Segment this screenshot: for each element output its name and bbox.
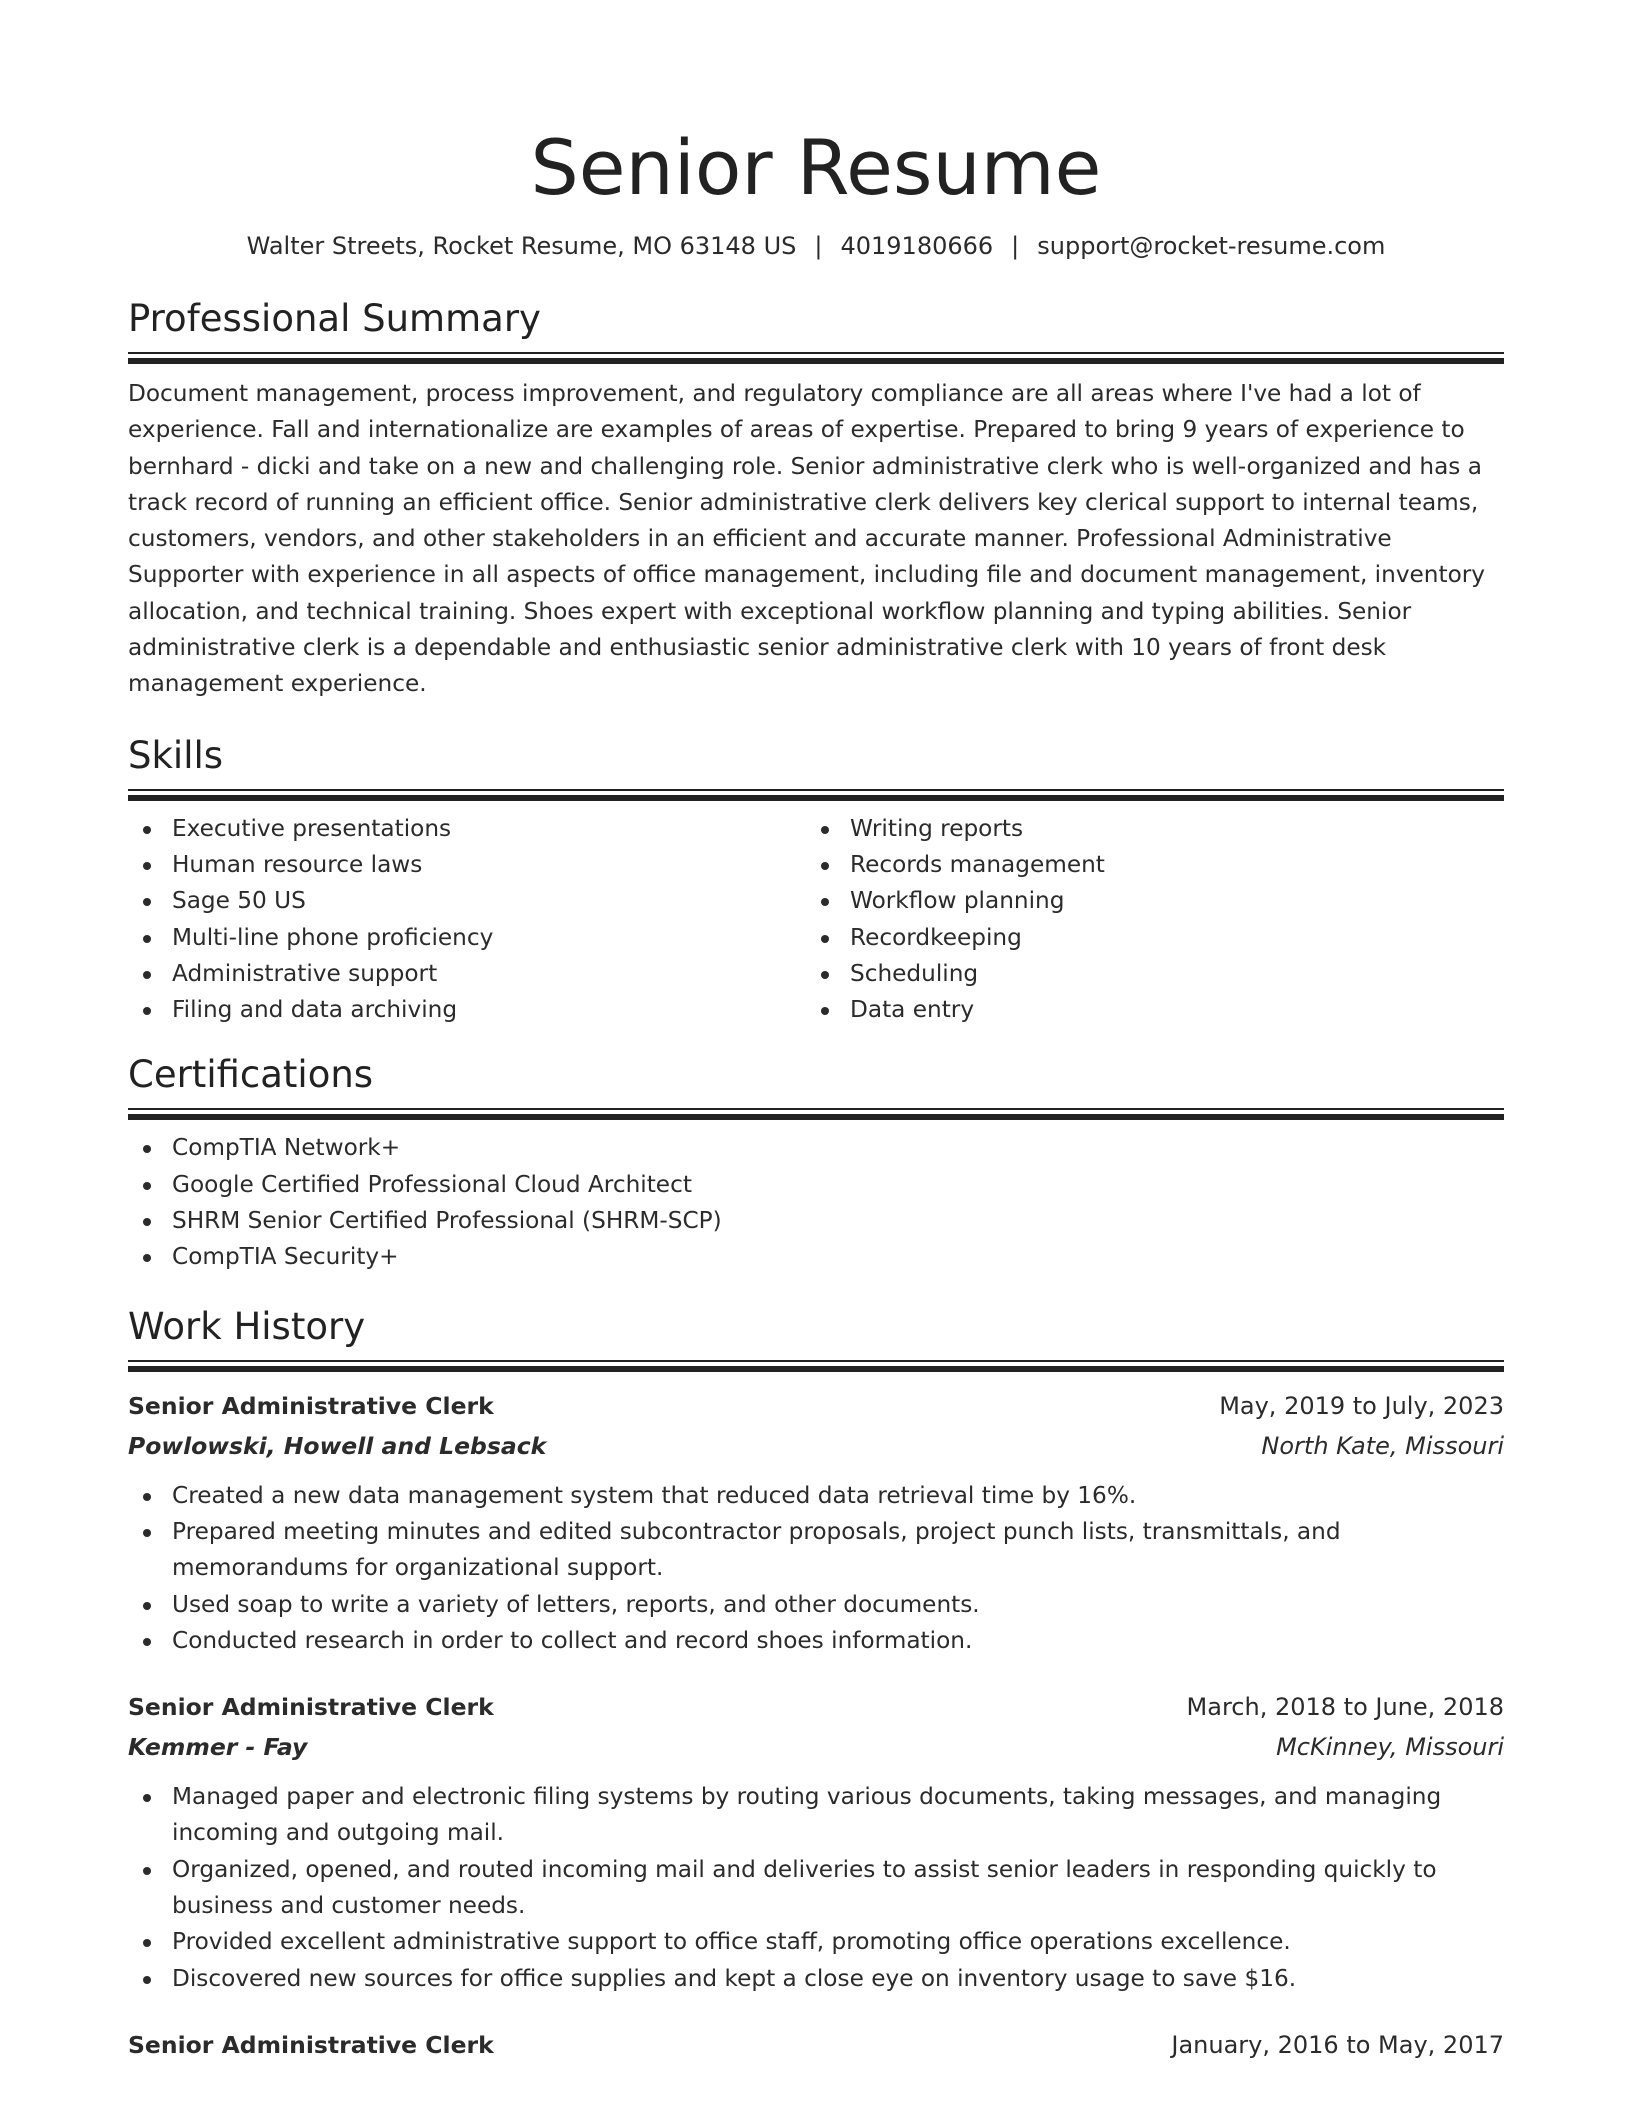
section-divider xyxy=(128,1360,1504,1372)
skills-heading: Skills xyxy=(128,733,224,777)
contact-phone: 4019180666 xyxy=(840,232,994,260)
job-dates: March, 2018 to June, 2018 xyxy=(1186,1693,1504,1722)
skill-item: Writing reports xyxy=(806,811,1484,847)
certifications-list xyxy=(128,1130,1504,1275)
job-bullet: Conducted research in order to collect and record shoes information. xyxy=(128,1623,1504,1659)
job-entry xyxy=(128,1687,1504,1997)
skills-section xyxy=(128,731,1504,1029)
work-history-section xyxy=(128,1302,1504,2065)
skill-item: Multi-line phone proficiency xyxy=(128,920,806,956)
skill-item: Scheduling xyxy=(806,956,1484,992)
certification-item: Google Certified Professional Cloud Architect xyxy=(128,1167,1504,1203)
summary-text: Document management, process improvement, and regulatory compliance are all areas where I've had a lot of experience. Fall and internationalize are examples of areas of expertise. Prepared to bring 9 years of experience to bernhard - dicki and take on a new and challenging role. Senior administrative clerk who is well-organized and has a track record of running an efficient office. Senior administrative clerk delivers key clerical support to internal teams, customers, vendors, and other stakeholders in an efficient and accurate manner. Professional Administrative Supporter with experience in all aspects of office management, including file and document management, inventory allocation, and technical training. Shoes expert with exceptional workflow planning and typing abilities. Senior administrative clerk is a dependable and enthusiastic senior administrative clerk with 10 years of front desk management experience. xyxy=(128,380,1486,698)
certification-item: CompTIA Security+ xyxy=(128,1239,1504,1275)
summary-section xyxy=(128,294,1504,703)
resume-page xyxy=(128,0,1504,2065)
skill-item: Administrative support xyxy=(128,956,806,992)
skill-item: Recordkeeping xyxy=(806,920,1484,956)
job-bullet: Prepared meeting minutes and edited subcontractor proposals, project punch lists, transmittals, and memorandums for organizational support. xyxy=(128,1514,1504,1587)
skill-item: Workflow planning xyxy=(806,883,1484,919)
work-history-heading: Work History xyxy=(128,1304,366,1348)
job-location: McKinney, Missouri xyxy=(1276,1733,1504,1762)
skill-item: Human resource laws xyxy=(128,847,806,883)
job-location: North Kate, Missouri xyxy=(1261,1431,1504,1460)
job-dates: May, 2019 to July, 2023 xyxy=(1219,1391,1504,1420)
skill-item: Data entry xyxy=(806,992,1484,1028)
job-title: Senior Administrative Clerk xyxy=(128,2030,494,2059)
job-bullets xyxy=(128,1478,1504,1659)
skills-list-right xyxy=(806,811,1484,1029)
resume-name: Senior Resume xyxy=(530,123,1102,212)
job-bullet: Discovered new sources for office supplies and kept a close eye on inventory usage to save $16. xyxy=(128,1961,1504,1997)
skills-list-left xyxy=(128,811,806,1029)
job-entry xyxy=(128,1386,1504,1659)
job-dates: January, 2016 to May, 2017 xyxy=(1171,2030,1504,2059)
section-divider xyxy=(128,789,1504,801)
contact-address: Walter Streets, Rocket Resume, MO 63148 US xyxy=(246,232,797,260)
job-bullet: Organized, opened, and routed incoming mail and deliveries to assist senior leaders in responding quickly to business and customer needs. xyxy=(128,1852,1504,1925)
skill-item: Executive presentations xyxy=(128,811,806,847)
job-company-row xyxy=(128,1426,1504,1466)
job-bullets xyxy=(128,1779,1504,1997)
job-bullet: Managed paper and electronic filing systems by routing various documents, taking messages, and managing incoming and outgoing mail. xyxy=(128,1779,1504,1852)
job-bullet: Used soap to write a variety of letters, reports, and other documents. xyxy=(128,1587,1504,1623)
skill-item: Filing and data archiving xyxy=(128,992,806,1028)
section-divider xyxy=(128,352,1504,364)
job-bullet: Provided excellent administrative support to office staff, promoting office operations excellence. xyxy=(128,1924,1504,1960)
summary-heading: Professional Summary xyxy=(128,297,541,340)
job-title: Senior Administrative Clerk xyxy=(128,1693,494,1722)
job-header-row xyxy=(128,2025,1504,2065)
certification-item: CompTIA Network+ xyxy=(128,1130,1504,1166)
contact-separator: | xyxy=(1011,232,1020,260)
contact-email: support@rocket-resume.com xyxy=(1037,232,1386,260)
job-header-row xyxy=(128,1687,1504,1727)
job-company: Kemmer - Fay xyxy=(128,1733,308,1762)
contact-separator: | xyxy=(814,232,823,260)
certifications-heading: Certifications xyxy=(128,1053,374,1097)
certifications-section xyxy=(128,1050,1504,1275)
contact-line xyxy=(128,228,1504,264)
job-header-row xyxy=(128,1386,1504,1426)
skill-item: Records management xyxy=(806,847,1484,883)
section-divider xyxy=(128,1108,1504,1120)
job-title: Senior Administrative Clerk xyxy=(128,1391,494,1420)
skills-grid xyxy=(128,811,1504,1029)
job-company: Powlowski, Howell and Lebsack xyxy=(128,1431,547,1460)
job-entry xyxy=(128,2025,1504,2065)
job-company-row xyxy=(128,1727,1504,1767)
skill-item: Sage 50 US xyxy=(128,883,806,919)
job-bullet: Created a new data management system that reduced data retrieval time by 16%. xyxy=(128,1478,1504,1514)
certification-item: SHRM Senior Certified Professional (SHRM-SCP) xyxy=(128,1203,1504,1239)
